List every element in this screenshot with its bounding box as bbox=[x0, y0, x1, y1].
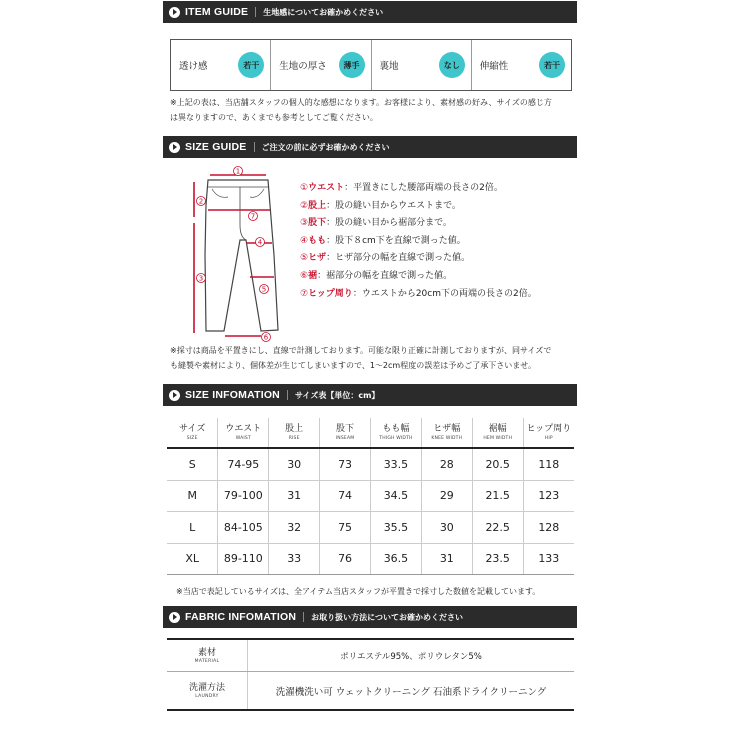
table-cell: 84-105 bbox=[218, 512, 269, 544]
legend-num: ⑦ bbox=[300, 288, 309, 299]
legend-term: 股下 bbox=[308, 218, 327, 229]
col-header-jp: もも幅 bbox=[382, 424, 410, 434]
size-table bbox=[167, 418, 574, 575]
table-cell: 35.5 bbox=[371, 512, 422, 544]
legend-row-rise bbox=[300, 198, 537, 216]
table-row bbox=[167, 543, 574, 575]
header-divider bbox=[255, 7, 256, 17]
size-info-header bbox=[163, 384, 577, 406]
pocket-left bbox=[212, 189, 228, 197]
fabric-row-laundry bbox=[167, 672, 574, 711]
col-header bbox=[371, 418, 422, 448]
pants-diagram bbox=[188, 165, 284, 345]
size-guide-subtitle: ご注文の前に必ずお確かめください bbox=[261, 142, 390, 152]
fly-seam bbox=[240, 187, 246, 240]
legend-row-thigh bbox=[300, 233, 537, 251]
legend-num: ⑥ bbox=[300, 270, 309, 281]
table-cell: 36.5 bbox=[371, 543, 422, 575]
legend-term: 股上 bbox=[308, 200, 327, 211]
col-header-jp: ヒザ幅 bbox=[433, 424, 461, 434]
table-cell: 74-95 bbox=[218, 448, 269, 480]
guide-badge: 若干 bbox=[238, 52, 264, 78]
legend-term: 裾 bbox=[308, 270, 318, 281]
play-icon bbox=[169, 612, 180, 623]
item-guide-table bbox=[170, 39, 572, 91]
col-header-en: THIGH WIDTH bbox=[379, 436, 413, 441]
table-cell: 23.5 bbox=[472, 543, 523, 575]
fabric-value: ポリエステル95%、ポリウレタン5% bbox=[248, 639, 575, 672]
fabric-key-jp: 洗濯方法 bbox=[188, 683, 225, 693]
legend-term: もも bbox=[308, 235, 327, 246]
table-row bbox=[167, 512, 574, 544]
legend-desc: ：平置きにした腰部両端の長さの2倍。 bbox=[344, 183, 503, 193]
table-cell: 123 bbox=[523, 480, 574, 512]
table-cell: 30 bbox=[421, 512, 472, 544]
col-header-en: HIP bbox=[544, 436, 553, 441]
legend-row-hip bbox=[300, 286, 537, 304]
note-line: は異なりますので、あくまでも参考としてご覧ください。 bbox=[170, 113, 378, 122]
table-cell: 21.5 bbox=[472, 480, 523, 512]
col-header bbox=[472, 418, 523, 448]
guide-badge: 薄手 bbox=[339, 52, 365, 78]
fabric-key bbox=[167, 672, 248, 711]
table-cell: 133 bbox=[523, 543, 574, 575]
legend-num: ④ bbox=[300, 235, 309, 246]
col-header-en: WAIST bbox=[235, 436, 251, 441]
size-guide-header bbox=[163, 136, 577, 158]
legend-num: ⑤ bbox=[300, 253, 309, 264]
pants-outline bbox=[205, 180, 278, 331]
table-cell: 75 bbox=[320, 512, 371, 544]
size-guide-note bbox=[170, 343, 551, 373]
marker-label: 3 bbox=[198, 274, 204, 283]
col-header-en: HEM WIDTH bbox=[483, 436, 513, 441]
fabric-row-material bbox=[167, 639, 574, 672]
col-header-en: SIZE bbox=[186, 436, 198, 441]
table-cell: 20.5 bbox=[472, 448, 523, 480]
table-cell: M bbox=[167, 480, 218, 512]
table-cell: 22.5 bbox=[472, 512, 523, 544]
marker-label: 2 bbox=[198, 197, 204, 206]
col-header-en: KNEE WIDTH bbox=[431, 436, 463, 441]
fabric-info-title: FABRIC INFOMATION bbox=[185, 611, 297, 623]
play-icon bbox=[169, 142, 180, 153]
col-header-jp: サイズ bbox=[179, 424, 206, 434]
table-cell: 30 bbox=[269, 448, 320, 480]
fabric-key-en: MATERIAL bbox=[194, 659, 220, 664]
col-header bbox=[320, 418, 371, 448]
col-header bbox=[421, 418, 472, 448]
header-divider bbox=[303, 612, 304, 622]
fabric-info-subtitle: お取り扱い方法についてお確かめください bbox=[311, 612, 463, 622]
legend-row-inseam bbox=[300, 215, 537, 233]
col-header-jp: 股下 bbox=[336, 424, 355, 434]
guide-badge: 若干 bbox=[539, 52, 565, 78]
legend-row-hem bbox=[300, 268, 537, 286]
header-divider bbox=[287, 390, 288, 400]
legend-desc: ：股下８cm下を直線で測った値。 bbox=[326, 235, 466, 246]
note-line: ※採寸は商品を平置きにし、直線で計測しております。可能な限り正確に計測しておりますが、同サイズで bbox=[170, 346, 552, 355]
table-cell: 89-110 bbox=[218, 543, 269, 575]
table-cell: 128 bbox=[523, 512, 574, 544]
item-guide-title: ITEM GUIDE bbox=[185, 6, 249, 18]
guide-label: 裏地 bbox=[379, 61, 399, 72]
play-icon bbox=[169, 390, 180, 401]
col-header bbox=[167, 418, 218, 448]
table-cell: 118 bbox=[523, 448, 574, 480]
table-cell: 79-100 bbox=[218, 480, 269, 512]
col-header-en: RISE bbox=[288, 436, 300, 441]
size-info-title: SIZE INFOMATION bbox=[185, 389, 280, 401]
table-cell: S bbox=[167, 448, 218, 480]
fabric-key-jp: 素材 bbox=[197, 648, 216, 658]
legend-desc: ：ヒザ部分の幅を直線で測った値。 bbox=[326, 253, 471, 264]
legend-desc: ：裾部分の幅を直線で測った値。 bbox=[317, 270, 453, 281]
legend-num: ③ bbox=[300, 218, 309, 229]
size-info-subtitle: サイズ表【単位：cm】 bbox=[294, 390, 380, 400]
table-row bbox=[167, 480, 574, 512]
item-guide-header bbox=[163, 1, 577, 23]
table-cell: 74 bbox=[320, 480, 371, 512]
fabric-key bbox=[167, 639, 248, 672]
legend-term: ヒップ周り bbox=[308, 288, 353, 299]
table-cell: 28 bbox=[421, 448, 472, 480]
legend-term: ウエスト bbox=[308, 183, 345, 193]
guide-badge: なし bbox=[439, 52, 465, 78]
table-cell: L bbox=[167, 512, 218, 544]
play-icon bbox=[169, 7, 180, 18]
marker-label: 4 bbox=[257, 238, 263, 247]
item-guide-note bbox=[170, 95, 552, 125]
legend-desc: ：ウエストから20cm下の両端の長さの2倍。 bbox=[352, 288, 537, 299]
pocket-right bbox=[250, 189, 264, 197]
col-header bbox=[269, 418, 320, 448]
note-line: ※上記の表は、当店舗スタッフの個人的な感想になります。お客様により、素材感の好み、サイズの感じ方 bbox=[170, 98, 552, 107]
legend-term: ヒザ bbox=[308, 253, 327, 264]
guide-cell-thickness bbox=[270, 40, 370, 90]
table-cell: 29 bbox=[421, 480, 472, 512]
table-cell: 32 bbox=[269, 512, 320, 544]
guide-cell-transparency bbox=[171, 40, 270, 90]
legend-num: ② bbox=[300, 200, 309, 211]
size-guide-title: SIZE GUIDE bbox=[185, 141, 247, 153]
col-header-en: INSEAM bbox=[335, 436, 355, 441]
fabric-info-header bbox=[163, 606, 577, 628]
table-cell: XL bbox=[167, 543, 218, 575]
legend-row-knee bbox=[300, 250, 537, 268]
legend-row-waist bbox=[300, 180, 537, 198]
guide-cell-stretch bbox=[471, 40, 571, 90]
table-row bbox=[167, 448, 574, 480]
size-info-note: ※当店で表記しているサイズは、全アイテム当店スタッフが平置きで採寸した数値を記載しています。 bbox=[176, 587, 541, 596]
header-divider bbox=[254, 142, 255, 152]
marker-label: 6 bbox=[263, 333, 269, 342]
table-cell: 76 bbox=[320, 543, 371, 575]
table-cell: 31 bbox=[269, 480, 320, 512]
marker-label: 7 bbox=[250, 212, 256, 221]
col-header-jp: ウエスト bbox=[225, 424, 262, 434]
col-header-jp: ヒップ周り bbox=[526, 424, 572, 434]
guide-cell-lining bbox=[371, 40, 471, 90]
fabric-value: 洗濯機洗い可 ウェットクリーニング 石油系ドライクリーニング bbox=[248, 672, 575, 711]
fabric-key-en: LAUNDRY bbox=[195, 694, 219, 699]
legend-desc: ：股の縫い目から裾部分まで。 bbox=[326, 218, 452, 229]
col-header-jp: 裾幅 bbox=[488, 424, 507, 434]
table-cell: 73 bbox=[320, 448, 371, 480]
note-line: も縫製や素材により、個体差が生じてしまいますので、1〜2cm程度の誤差は予めご了承下さいませ。 bbox=[170, 361, 536, 370]
guide-label: 伸縮性 bbox=[479, 61, 509, 72]
guide-label: 透け感 bbox=[179, 61, 208, 72]
guide-label: 生地の厚さ bbox=[279, 61, 327, 72]
marker-label: 1 bbox=[235, 167, 241, 176]
col-header bbox=[523, 418, 574, 448]
table-cell: 34.5 bbox=[371, 480, 422, 512]
item-guide-subtitle: 生地感についてお確かめください bbox=[263, 7, 384, 17]
legend-desc: ：股の縫い目からウエストまで。 bbox=[326, 200, 461, 211]
table-cell: 33.5 bbox=[371, 448, 422, 480]
fabric-table bbox=[167, 638, 574, 711]
size-guide-legend bbox=[300, 180, 537, 303]
marker-label: 5 bbox=[261, 285, 267, 294]
table-cell: 33 bbox=[269, 543, 320, 575]
legend-num: ① bbox=[300, 183, 309, 193]
col-header bbox=[218, 418, 269, 448]
table-cell: 31 bbox=[421, 543, 472, 575]
size-table-header-row bbox=[167, 418, 574, 448]
col-header-jp: 股上 bbox=[285, 424, 304, 434]
